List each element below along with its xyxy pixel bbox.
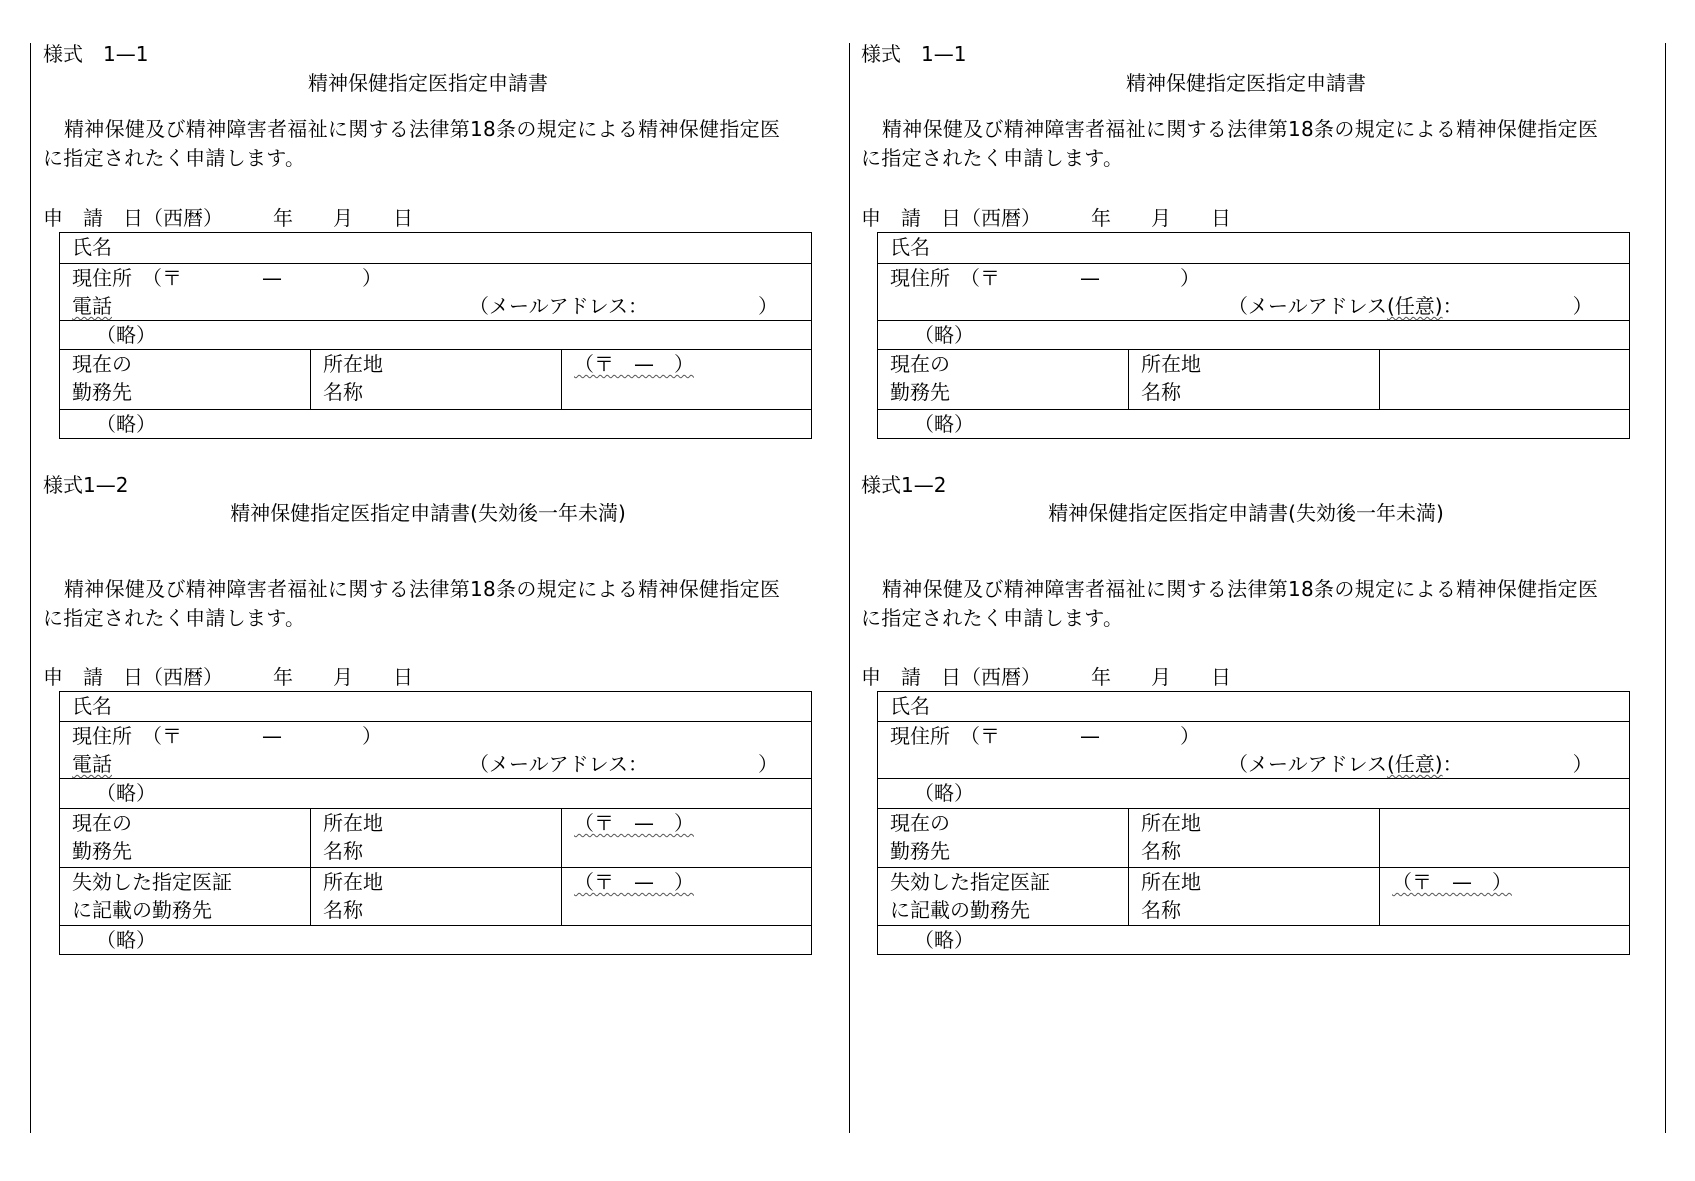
form-title: 精神保健指定医指定申請書(失効後一年未満) (1048, 501, 1444, 525)
form-title: 精神保健指定医指定申請書(失効後一年未満) (230, 501, 626, 525)
name-field: 氏名 (878, 233, 1630, 264)
location-label: 所在地 名称 (311, 809, 562, 868)
left-border-line (30, 43, 31, 1133)
form-paragraph: 精神保健及び精神障害者福祉に関する法律第18条の規定による精神保健指定医 に指定されたく申請します。 (861, 117, 1599, 170)
application-date: 申 請 日（西暦） 年 月 日 (43, 665, 413, 689)
form-label: 様式 1—1 (43, 42, 149, 66)
form-label: 様式1—2 (861, 473, 947, 497)
application-table (877, 232, 1630, 439)
postal-field: （〒 — ） (1380, 868, 1630, 926)
form-title: 精神保健指定医指定申請書 (308, 71, 548, 95)
workplace-label: 現在の 勤務先 (878, 809, 1129, 868)
email-label: （メールアドレス(任意)： ） (1228, 294, 1593, 318)
name-field: 氏名 (878, 692, 1630, 722)
application-date: 申 請 日（西暦） 年 月 日 (861, 665, 1231, 689)
email-label: （メールアドレス： ） (469, 294, 778, 318)
form-title: 精神保健指定医指定申請書 (1126, 71, 1366, 95)
omitted-row: （略） (60, 321, 812, 350)
form-label: 様式 1—1 (861, 42, 967, 66)
workplace-label: 現在の 勤務先 (878, 350, 1129, 410)
postal-field: （〒 — ） (562, 809, 812, 868)
location-label: 所在地 名称 (311, 868, 562, 926)
paragraph-line: 精神保健及び精神障害者福祉に関する法律第18条の規定による精神保健指定医 (64, 117, 781, 141)
address-field (60, 264, 812, 321)
form-label: 様式1—2 (43, 473, 129, 497)
location-label: 所在地 名称 (1129, 809, 1380, 868)
omitted-row: （略） (878, 321, 1630, 350)
paragraph-line: に指定されたく申請します。 (43, 146, 306, 170)
omitted-row: （略） (878, 926, 1630, 955)
expired-workplace-label: 失効した指定医証 に記載の勤務先 (60, 868, 311, 926)
left-panel (43, 0, 843, 1181)
omitted-row: （略） (878, 779, 1630, 809)
location-label: 所在地 名称 (1129, 350, 1380, 410)
right-panel (861, 0, 1661, 1181)
application-date: 申 請 日（西暦） 年 月 日 (43, 206, 413, 230)
address-field: 現住所 （〒 — ） （メールアドレス(任意)： ） (878, 264, 1630, 321)
omitted-row: （略） (60, 779, 812, 809)
location-label: 所在地 名称 (1129, 868, 1380, 926)
workplace-label: 現在の 勤務先 (60, 809, 311, 868)
location-label: 所在地 名称 (311, 350, 562, 410)
name-field: 氏名 (60, 692, 812, 722)
workplace-label: 現在の 勤務先 (60, 350, 311, 410)
address-label: 現住所 （〒 — ） (72, 266, 382, 290)
postal-field-empty (1380, 809, 1630, 868)
right-border-line (1665, 43, 1666, 1133)
phone-label: 電話 (72, 294, 112, 318)
application-date: 申 請 日（西暦） 年 月 日 (861, 206, 1231, 230)
postal-field: （〒 — ） (562, 868, 812, 926)
form-paragraph: 精神保健及び精神障害者福祉に関する法律第18条の規定による精神保健指定医 に指定されたく申請します。 (861, 577, 1599, 630)
omitted-row: （略） (878, 410, 1630, 439)
application-table (59, 691, 812, 955)
form-paragraph: 精神保健及び精神障害者福祉に関する法律第18条の規定による精神保健指定医 に指定されたく申請します。 (43, 577, 781, 630)
postal-field-empty (1380, 350, 1630, 410)
center-divider-line (849, 43, 850, 1133)
address-field: 現住所 （〒 — ） 電話 （メールアドレス： ） (60, 722, 812, 779)
omitted-row: （略） (60, 926, 812, 955)
form-paragraph (43, 115, 833, 173)
application-table (877, 691, 1630, 955)
expired-workplace-label: 失効した指定医証 に記載の勤務先 (878, 868, 1129, 926)
email-label: （メールアドレス(任意)： ） (1228, 752, 1593, 776)
address-field: 現住所 （〒 — ） （メールアドレス(任意)： ） (878, 722, 1630, 779)
postal-field: （〒 — ） (562, 350, 812, 410)
omitted-row: （略） (60, 410, 812, 439)
application-table (59, 232, 812, 439)
name-field: 氏名 (60, 233, 812, 264)
